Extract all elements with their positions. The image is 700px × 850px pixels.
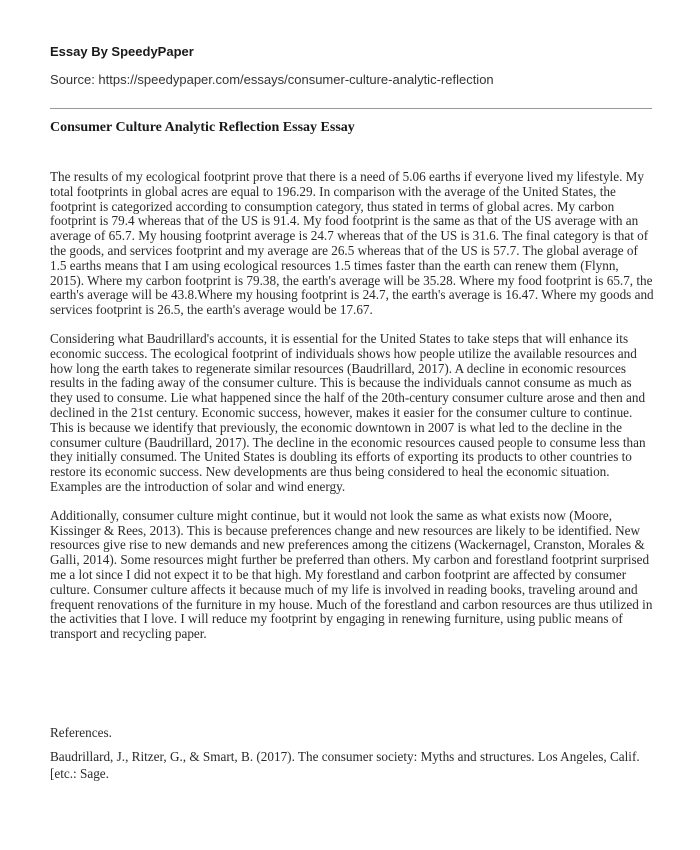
source-url: Source: https://speedypaper.com/essays/consumer-culture-analytic-reflection xyxy=(50,72,494,87)
references-heading: References. xyxy=(50,725,112,740)
header-divider xyxy=(50,108,652,109)
essay-paragraph: Considering what Baudrillard's accounts, it is essential for the United States to take steps that will enhance its economic success. The ecological footprint of individuals shows how people utilize the available resources and how long the earth takes to regenerate similar resources (Baudrillard, 2017). A decline in economic resources results in the fading away of the consumer culture. This is because the individuals cannot consume as much as they used to consume. Lie what happened since the half of the 20th-century consumer culture arose and then and declined in the 21st century. Economic success, however, makes it easier for the consumer culture to continue. This is because we identify that previously, the economic downtown in 2007 is what led to the decline in the consumer culture (Baudrillard, 2017). The decline in the economic resources caused people to consume less than they initially consumed. The United States is doubling its efforts of exporting its products to other countries to restore its economic success. New developments are thus being considered to heal the economic situation. Examples are the introduction of solar and wind energy. xyxy=(50,330,646,494)
essay-paragraph: Additionally, consumer culture might continue, but it would not look the same as what exists now (Moore, Kissinger & Rees, 2013). This is because preferences change and new resources are likely to be identified. New resources give rise to new demands and new preferences among the citizens (Wackernagel, Cranston, Morales & Galli, 2014). Some resources might further be preferred than others. My carbon and forestland footprint surprised me a lot since I did not expect it to be that high. My forestland and carbon footprint are affected by consumer culture. Consumer culture affects it because much of my life is involved in reading books, traveling around and frequent renovations of the furniture in my house. Much of the forestland and carbon resources are thus utilized in the activities that I love. I will reduce my footprint by engaging in renewing furniture, using public means of transport and recycling paper. xyxy=(50,507,653,642)
essay-paragraph: The results of my ecological footprint prove that there is a need of 5.06 earths if everyone lived my lifestyle. My total footprints in global acres are equal to 196.29. In comparison with the average of the United States, the footprint is categorized according to consumption category, thus stated in terms of global acres. My carbon footprint is 79.4 whereas that of the US is 91.4. My food footprint is the same as that of the US average with an average of 65.7. My housing footprint average is 24.7 whereas that of the US is 31.6. The final category is that of the goods, and services footprint and my average are 26.5 whereas that of the US is 57.7. The global average of 1.5 earths means that I am using ecological resources 1.5 times faster than the earth can renew them (Flynn, 2015). Where my carbon footprint is 79.38, the earth's average will be 35.28. Where my food footprint is 65.7, the earth's average will be 43.8.Where my housing footprint is 24.7, the earth's average is 16.47. Where my goods and services footprint is 26.5, the earth's average would be 17.67. xyxy=(50,169,654,318)
essay-body xyxy=(50,170,656,656)
site-header-title: Essay By SpeedyPaper xyxy=(50,44,194,59)
essay-title: Consumer Culture Analytic Reflection Essay Essay xyxy=(50,120,355,135)
reference-entry: Baudrillard, J., Ritzer, G., & Smart, B. (2017). The consumer society: Myths and structures. Los Angeles, Calif. [etc.: Sage. xyxy=(50,749,640,781)
